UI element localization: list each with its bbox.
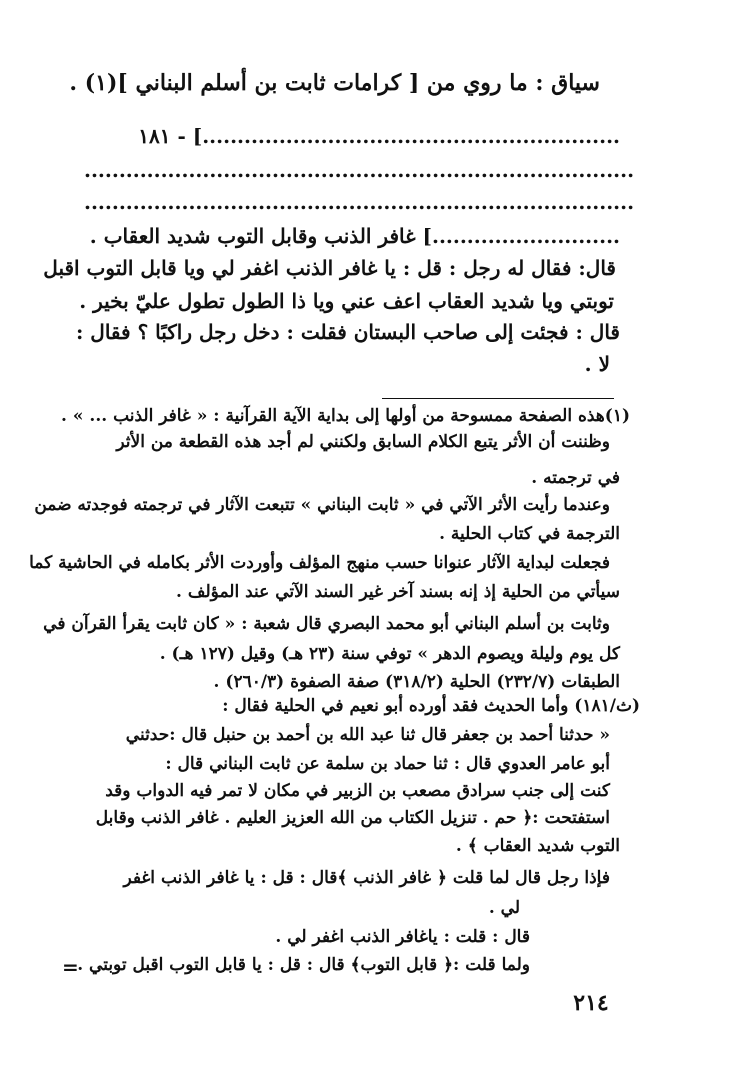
footnote-line: وعندما رأيت الأثر الآتي في « ثابت البناني » تتبعت الآثار في ترجمته فوجدته ضمن	[34, 495, 610, 515]
page-number: ٢١٤	[573, 990, 609, 1016]
main-text-line: ١٨١ - [............................................................	[138, 124, 620, 148]
main-text-line: لا .	[584, 352, 610, 376]
footnote-line: استفتحت :﴿ حم . تنزيل الكتاب من الله العزيز العليم . غافر الذنب وقابل	[95, 808, 610, 828]
footnote-separator	[382, 398, 614, 399]
footnote-line: في ترجمته .	[531, 468, 620, 488]
main-text-line: توبتي ويا شديد العقاب اعف عني ويا ذا الطول تطول عليّ بخير .	[79, 289, 614, 313]
footnote-line: فإذا رجل قال لما قلت ﴿ غافر الذنب ﴾قال : قل : يا غافر الذنب اغفر	[123, 868, 610, 888]
footnote-line: كل يوم وليلة ويصوم الدهر » توفي سنة (٢٣ هـ) وقيل (١٢٧ هـ) .	[159, 644, 620, 664]
footnote-line: التوب شديد العقاب ﴾ .	[455, 836, 620, 856]
footnote-line: سيأتي من الحلية إذ إنه بسند آخر غير السند الآتي عند المؤلف .	[176, 582, 620, 602]
footnote-line: لي .	[488, 898, 520, 918]
footnote-line: أبو عامر العدوي قال : ثنا حماد بن سلمة عن ثابت البناني قال :	[165, 754, 610, 774]
footnote-line: قال : قلت : ياغافر الذنب اغفر لي .	[275, 927, 530, 947]
section-title: سياق : ما روي من [ كرامات ثابت بن أسلم البناني ](١) .	[69, 70, 600, 96]
footnote-line: فجعلت لبداية الآثار عنوانا حسب منهج المؤلف وأوردت الأثر بكامله في الحاشية كما	[29, 553, 610, 573]
footnote-line: (ث/١٨١) وأما الحديث فقد أورده أبو نعيم في الحلية فقال :	[222, 696, 640, 716]
main-text-line: ...............................................................................	[84, 158, 635, 182]
footnote-line: (١)هذه الصفحة ممسوحة من أولها إلى بداية الآية القرآنية : « غافر الذنب ... » .	[61, 406, 630, 426]
main-text-line: قال : فجئت إلى صاحب البستان فقلت : دخل رجل راكبًا ؟ فقال :	[75, 320, 620, 344]
footnote-line: وثابت بن أسلم البناني أبو محمد البصري قال شعبة : « كان ثابت يقرأ القرآن في	[43, 614, 610, 634]
footnote-line: كنت إلى جنب سرادق مصعب بن الزبير في مكان لا تمر فيه الدواب وقد	[105, 781, 610, 801]
footnote-line: ولما قلت :﴿ قابل التوب﴾ قال : قل : يا قابل التوب اقبل توبتي .	[77, 955, 530, 975]
footnote-line: وظننت أن الأثر يتبع الكلام السابق ولكنني لم أجد هذه القطعة من الأثر	[116, 432, 610, 452]
continuation-mark: =	[62, 955, 79, 979]
footnote-line: « حدثنا أحمد بن جعفر قال ثنا عبد الله بن أحمد بن حنبل قال :حدثني	[125, 725, 610, 745]
main-text-line: قال: فقال له رجل : قل : يا غافر الذنب اغفر لي ويا قابل التوب اقبل	[43, 256, 616, 280]
footnote-line: الترجمة في كتاب الحلية .	[439, 524, 620, 544]
main-text-line: ...........................] غافر الذنب وقابل التوب شديد العقاب .	[89, 224, 620, 248]
footnote-line: الطبقات (٢٣٢/٧) الحلية (٣١٨/٢) صفة الصفوة (٢٦٠/٣) .	[213, 672, 620, 692]
main-text-line: ...............................................................................	[84, 190, 635, 214]
